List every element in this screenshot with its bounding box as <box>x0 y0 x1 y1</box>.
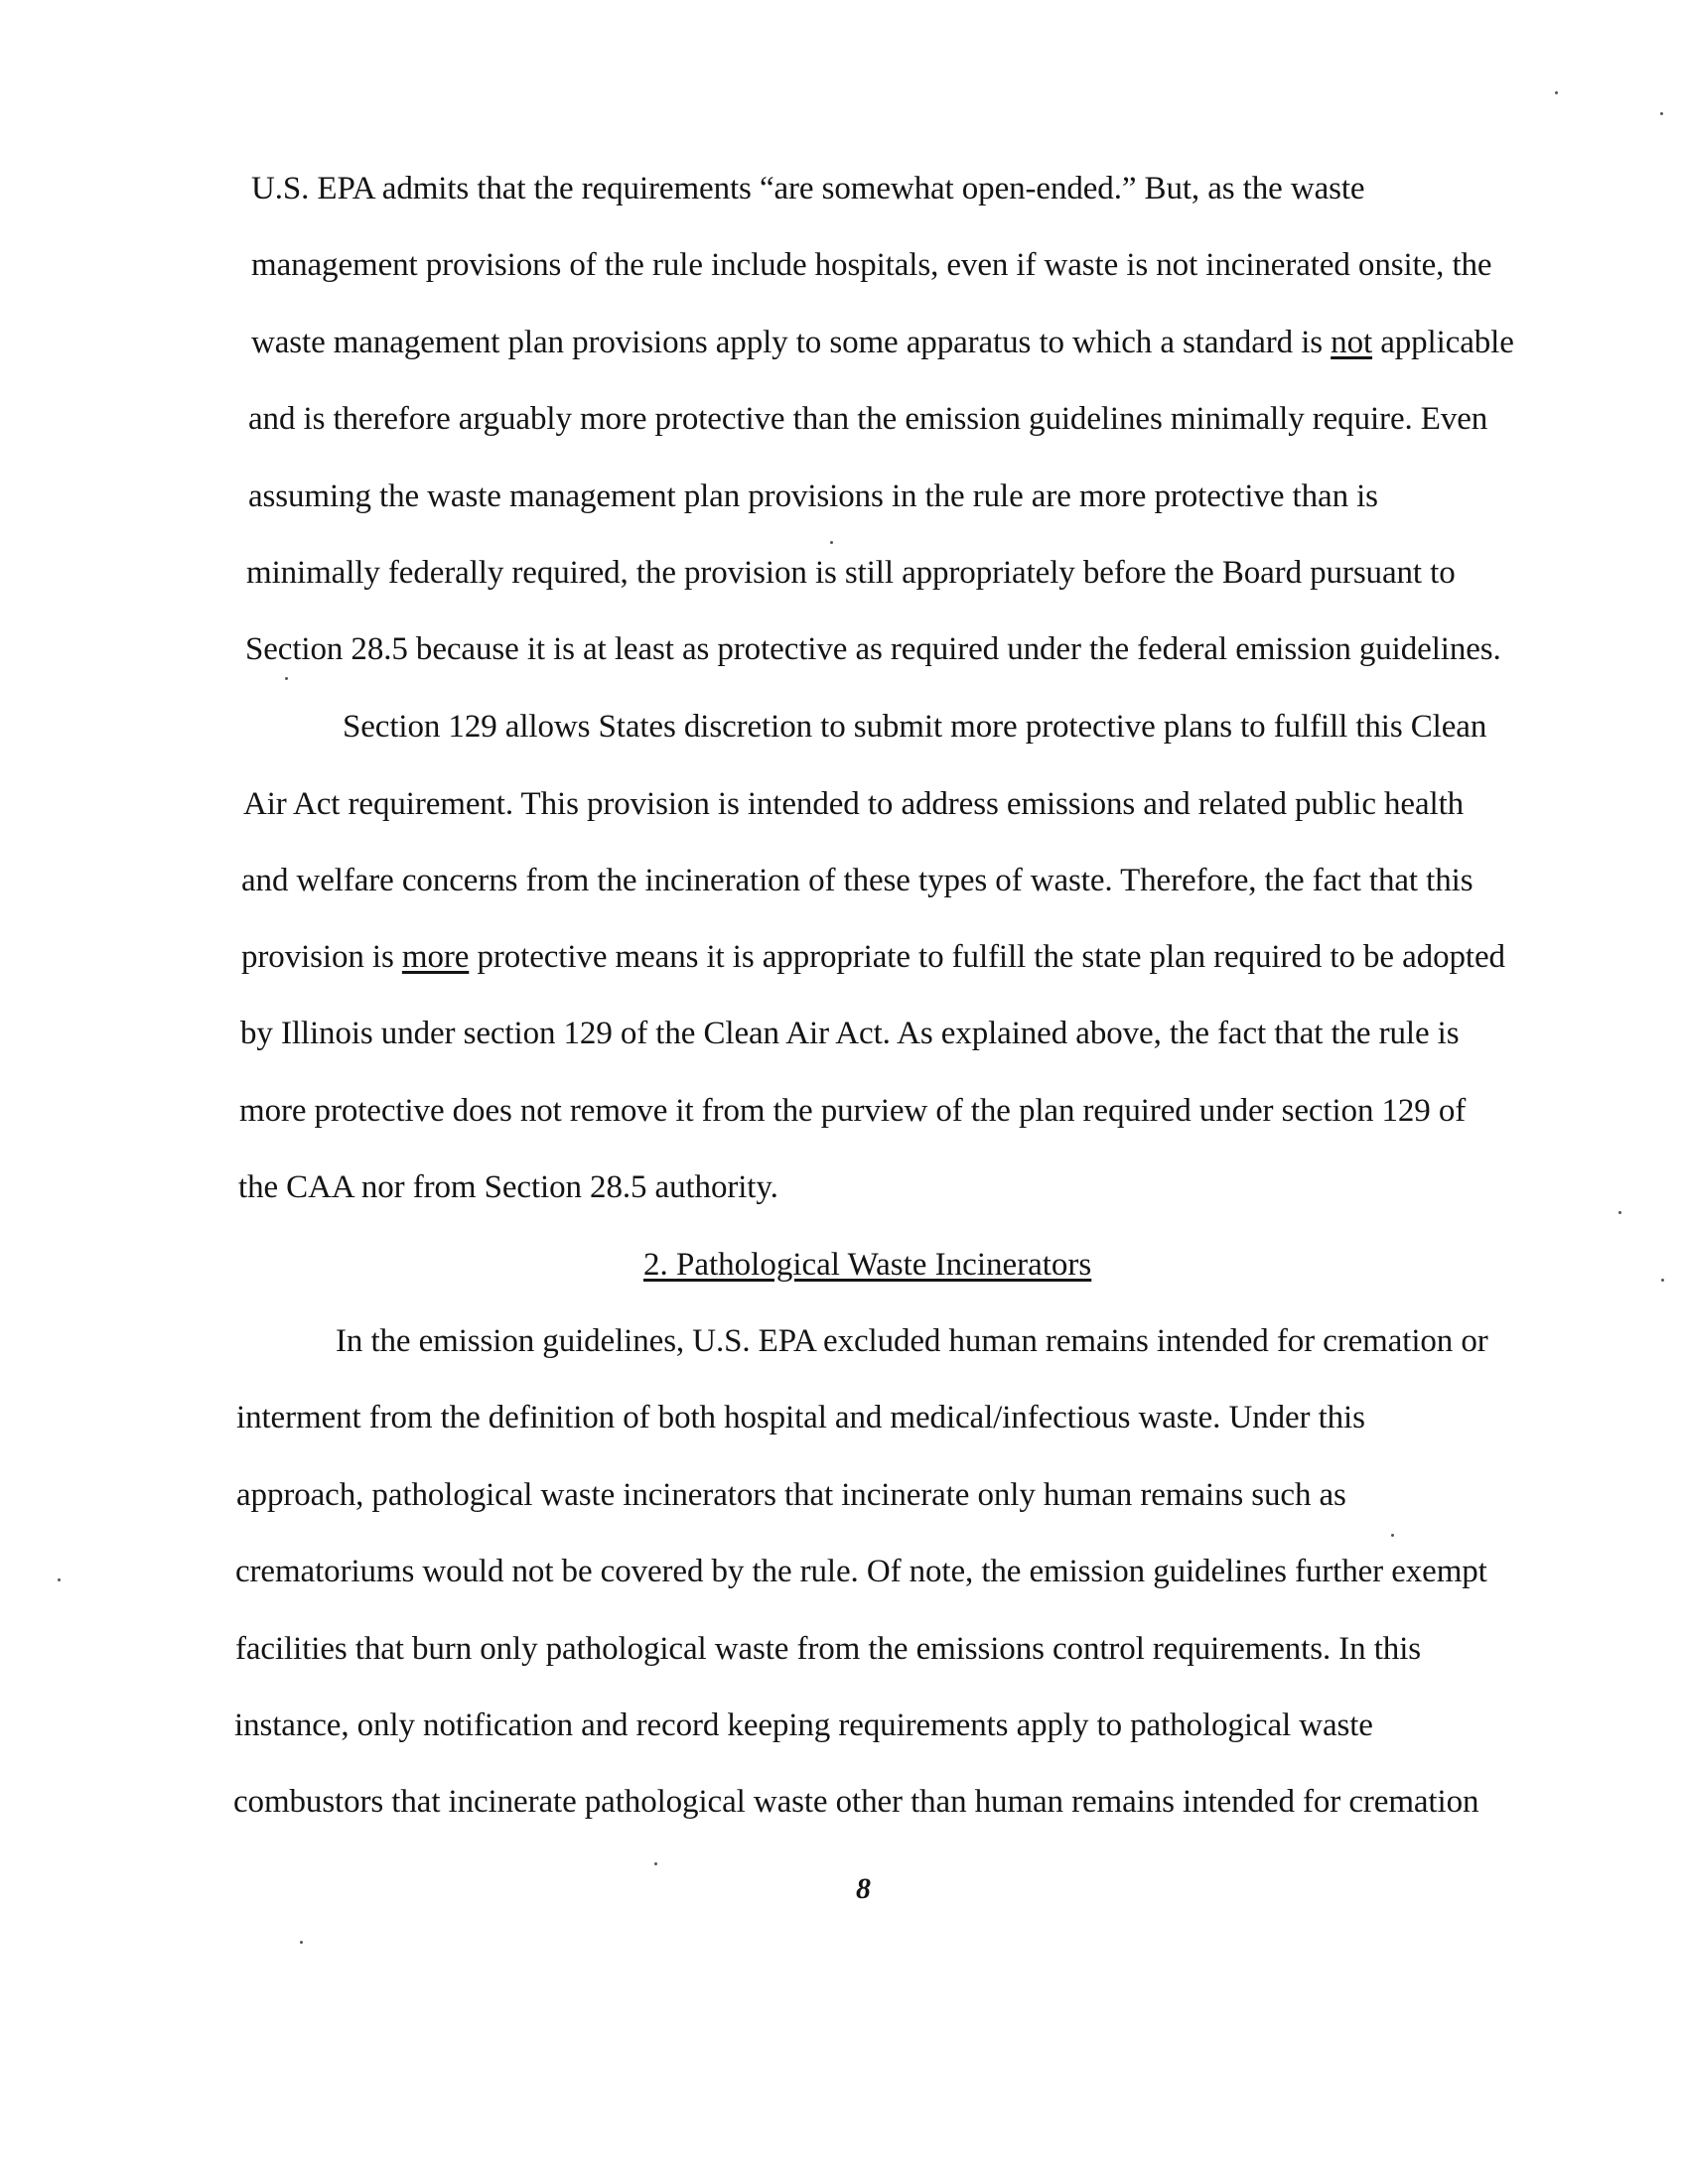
scan-speck <box>300 1941 303 1944</box>
text-line: facilities that burn only pathological waste from the emissions control requirements. In this <box>235 1631 1422 1667</box>
text-line: minimally federally required, the provision is still appropriately before the Board pursuant to <box>246 555 1456 591</box>
section-heading: 2. Pathological Waste Incinerators <box>643 1247 1092 1283</box>
scan-speck <box>654 1862 657 1865</box>
underlined-word: not <box>1331 325 1373 360</box>
text-line: approach, pathological waste incinerators that incinerate only human remains such as <box>236 1477 1346 1513</box>
text-line: combustors that incinerate pathological waste other than human remains intended for cremation <box>233 1784 1479 1820</box>
scan-speck <box>1555 91 1558 94</box>
scan-speck <box>830 541 833 544</box>
text-segment: protective means it is appropriate to fulfill the state plan required to be adopted <box>477 939 1505 975</box>
text-line: and welfare concerns from the incineration of these types of waste. Therefore, the fact that this <box>241 863 1474 898</box>
text-line: Section 28.5 because it is at least as protective as required under the federal emission guidelines. <box>245 631 1501 667</box>
text-segment: applicable <box>1380 325 1514 360</box>
text-line: and is therefore arguably more protective than the emission guidelines minimally require. Even <box>248 401 1488 437</box>
scan-speck <box>1391 1534 1394 1537</box>
text-segment: provision is <box>241 939 394 975</box>
text-line: crematoriums would not be covered by the rule. Of note, the emission guidelines further exempt <box>235 1554 1487 1589</box>
text-segment: waste management plan provisions apply to some apparatus to which a standard is <box>251 325 1324 360</box>
scan-speck <box>285 677 288 680</box>
text-line: assuming the waste management plan provisions in the rule are more protective than is <box>248 478 1378 514</box>
text-line: U.S. EPA admits that the requirements “are somewhat open-ended.” But, as the waste <box>251 171 1365 206</box>
text-line: Air Act requirement. This provision is intended to address emissions and related public health <box>243 786 1465 822</box>
underlined-word: more <box>401 939 470 975</box>
text-line: by Illinois under section 129 of the Clean Air Act. As explained above, the fact that the rule is <box>240 1016 1460 1051</box>
text-line: interment from the definition of both hospital and medical/infectious waste. Under this <box>236 1400 1365 1435</box>
scan-speck <box>58 1578 61 1581</box>
text-line: more protective does not remove it from the purview of the plan required under section 129 of <box>239 1093 1467 1129</box>
text-line: management provisions of the rule include hospitals, even if waste is not incinerated onsite, the <box>251 247 1492 283</box>
text-line: instance, only notification and record keeping requirements apply to pathological waste <box>234 1707 1373 1743</box>
scan-speck <box>1661 1279 1664 1282</box>
text-line <box>241 937 1505 977</box>
text-line <box>251 323 1514 362</box>
page-number: 8 <box>856 1872 871 1905</box>
text-line: the CAA nor from Section 28.5 authority. <box>238 1169 778 1205</box>
text-line: In the emission guidelines, U.S. EPA excluded human remains intended for cremation or <box>336 1323 1488 1359</box>
text-line: Section 129 allows States discretion to submit more protective plans to fulfill this Clean <box>343 709 1487 745</box>
scan-speck <box>1660 112 1663 115</box>
scan-speck <box>1618 1211 1621 1214</box>
